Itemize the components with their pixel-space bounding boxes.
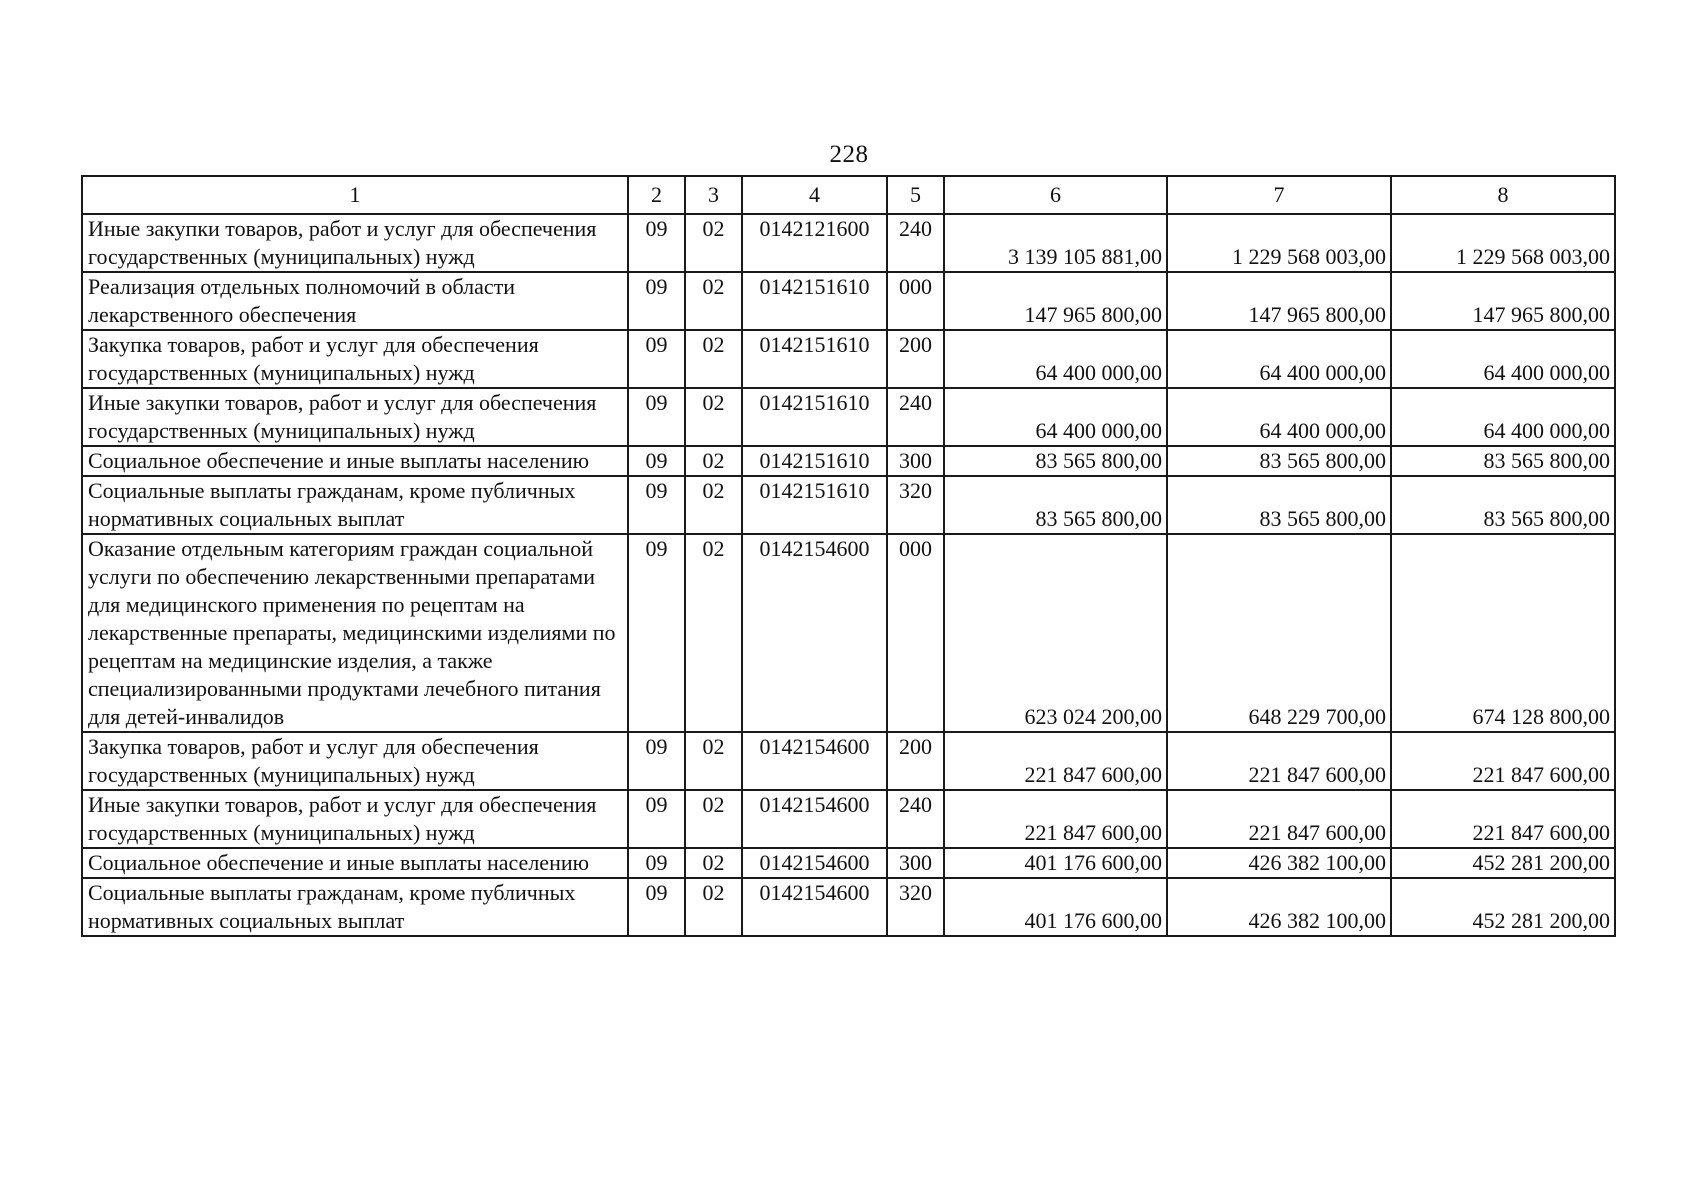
amount-cell: 3 139 105 881,00 — [944, 214, 1167, 272]
target-article-cell: 0142151610 — [742, 388, 887, 446]
subsection-code-cell: 02 — [685, 732, 742, 790]
target-article-cell: 0142154600 — [742, 790, 887, 848]
subsection-code-cell: 02 — [685, 878, 742, 936]
amount-cell: 147 965 800,00 — [944, 272, 1167, 330]
column-header: 6 — [944, 176, 1167, 214]
subsection-code-cell: 02 — [685, 848, 742, 878]
amount-cell: 221 847 600,00 — [944, 790, 1167, 848]
amount-cell: 221 847 600,00 — [1167, 732, 1391, 790]
column-header: 7 — [1167, 176, 1391, 214]
amount-cell: 221 847 600,00 — [1391, 732, 1615, 790]
column-number-row — [82, 176, 1615, 214]
amount-cell: 674 128 800,00 — [1391, 534, 1615, 732]
target-article-cell: 0142151610 — [742, 330, 887, 388]
table-row — [82, 848, 1615, 878]
expense-type-cell: 300 — [887, 446, 944, 476]
column-header: 3 — [685, 176, 742, 214]
row-name-cell: Социальные выплаты гражданам, кроме публичных нормативных социальных выплат — [82, 878, 628, 936]
column-header: 5 — [887, 176, 944, 214]
column-header: 2 — [628, 176, 685, 214]
subsection-code-cell: 02 — [685, 272, 742, 330]
expense-type-cell: 240 — [887, 388, 944, 446]
section-code-cell: 09 — [628, 732, 685, 790]
column-header: 4 — [742, 176, 887, 214]
section-code-cell: 09 — [628, 848, 685, 878]
column-header: 1 — [82, 176, 628, 214]
row-name-cell: Иные закупки товаров, работ и услуг для обеспечения государственных (муниципальных) нужд — [82, 388, 628, 446]
amount-cell: 648 229 700,00 — [1167, 534, 1391, 732]
column-header: 8 — [1391, 176, 1615, 214]
amount-cell: 1 229 568 003,00 — [1167, 214, 1391, 272]
row-name-cell: Закупка товаров, работ и услуг для обеспечения государственных (муниципальных) нужд — [82, 330, 628, 388]
budget-table — [81, 175, 1616, 937]
section-code-cell: 09 — [628, 388, 685, 446]
section-code-cell: 09 — [628, 790, 685, 848]
row-name-cell: Социальное обеспечение и иные выплаты населению — [82, 446, 628, 476]
amount-cell: 147 965 800,00 — [1167, 272, 1391, 330]
table-row — [82, 214, 1615, 272]
amount-cell: 1 229 568 003,00 — [1391, 214, 1615, 272]
amount-cell: 64 400 000,00 — [1391, 330, 1615, 388]
expense-type-cell: 320 — [887, 476, 944, 534]
expense-type-cell: 000 — [887, 534, 944, 732]
amount-cell: 83 565 800,00 — [1167, 476, 1391, 534]
table-row — [82, 732, 1615, 790]
table-row — [82, 388, 1615, 446]
row-name-cell: Социальное обеспечение и иные выплаты населению — [82, 848, 628, 878]
subsection-code-cell: 02 — [685, 790, 742, 848]
section-code-cell: 09 — [628, 446, 685, 476]
amount-cell: 221 847 600,00 — [1391, 790, 1615, 848]
target-article-cell: 0142151610 — [742, 476, 887, 534]
expense-type-cell: 200 — [887, 330, 944, 388]
amount-cell: 64 400 000,00 — [1391, 388, 1615, 446]
amount-cell: 83 565 800,00 — [944, 476, 1167, 534]
amount-cell: 426 382 100,00 — [1167, 848, 1391, 878]
subsection-code-cell: 02 — [685, 388, 742, 446]
amount-cell: 401 176 600,00 — [944, 848, 1167, 878]
table-row — [82, 272, 1615, 330]
expense-type-cell: 300 — [887, 848, 944, 878]
target-article-cell: 0142121600 — [742, 214, 887, 272]
amount-cell: 147 965 800,00 — [1391, 272, 1615, 330]
amount-cell: 83 565 800,00 — [1167, 446, 1391, 476]
table-row — [82, 534, 1615, 732]
expense-type-cell: 240 — [887, 790, 944, 848]
amount-cell: 452 281 200,00 — [1391, 848, 1615, 878]
subsection-code-cell: 02 — [685, 446, 742, 476]
table-row — [82, 790, 1615, 848]
expense-type-cell: 320 — [887, 878, 944, 936]
expense-type-cell: 000 — [887, 272, 944, 330]
subsection-code-cell: 02 — [685, 476, 742, 534]
section-code-cell: 09 — [628, 878, 685, 936]
table-row — [82, 878, 1615, 936]
target-article-cell: 0142151610 — [742, 446, 887, 476]
subsection-code-cell: 02 — [685, 330, 742, 388]
amount-cell: 83 565 800,00 — [1391, 446, 1615, 476]
amount-cell: 83 565 800,00 — [1391, 476, 1615, 534]
table-row — [82, 330, 1615, 388]
amount-cell: 83 565 800,00 — [944, 446, 1167, 476]
amount-cell: 221 847 600,00 — [944, 732, 1167, 790]
row-name-cell: Социальные выплаты гражданам, кроме публичных нормативных социальных выплат — [82, 476, 628, 534]
section-code-cell: 09 — [628, 330, 685, 388]
page-number: 228 — [829, 141, 869, 168]
expense-type-cell: 200 — [887, 732, 944, 790]
amount-cell: 64 400 000,00 — [1167, 388, 1391, 446]
section-code-cell: 09 — [628, 476, 685, 534]
section-code-cell: 09 — [628, 214, 685, 272]
table-row — [82, 446, 1615, 476]
row-name-cell: Иные закупки товаров, работ и услуг для обеспечения государственных (муниципальных) нужд — [82, 214, 628, 272]
subsection-code-cell: 02 — [685, 214, 742, 272]
amount-cell: 64 400 000,00 — [944, 388, 1167, 446]
row-name-cell: Реализация отдельных полномочий в области лекарственного обеспечения — [82, 272, 628, 330]
row-name-cell: Закупка товаров, работ и услуг для обеспечения государственных (муниципальных) нужд — [82, 732, 628, 790]
target-article-cell: 0142151610 — [742, 272, 887, 330]
target-article-cell: 0142154600 — [742, 732, 887, 790]
target-article-cell: 0142154600 — [742, 534, 887, 732]
expense-type-cell: 240 — [887, 214, 944, 272]
section-code-cell: 09 — [628, 272, 685, 330]
amount-cell: 221 847 600,00 — [1167, 790, 1391, 848]
section-code-cell: 09 — [628, 534, 685, 732]
amount-cell: 401 176 600,00 — [944, 878, 1167, 936]
amount-cell: 64 400 000,00 — [1167, 330, 1391, 388]
row-name-cell: Иные закупки товаров, работ и услуг для обеспечения государственных (муниципальных) нужд — [82, 790, 628, 848]
amount-cell: 426 382 100,00 — [1167, 878, 1391, 936]
row-name-cell: Оказание отдельным категориям граждан социальной услуги по обеспечению лекарственными препаратами для медицинского применения по рецептам на лекарственные препараты, медицинскими изделиями по рецептам на медицинские изделия, а также специализированными продуктами лечебного питания для детей-инвалидов — [82, 534, 628, 732]
table-row — [82, 476, 1615, 534]
amount-cell: 452 281 200,00 — [1391, 878, 1615, 936]
amount-cell: 64 400 000,00 — [944, 330, 1167, 388]
subsection-code-cell: 02 — [685, 534, 742, 732]
target-article-cell: 0142154600 — [742, 878, 887, 936]
amount-cell: 623 024 200,00 — [944, 534, 1167, 732]
target-article-cell: 0142154600 — [742, 848, 887, 878]
